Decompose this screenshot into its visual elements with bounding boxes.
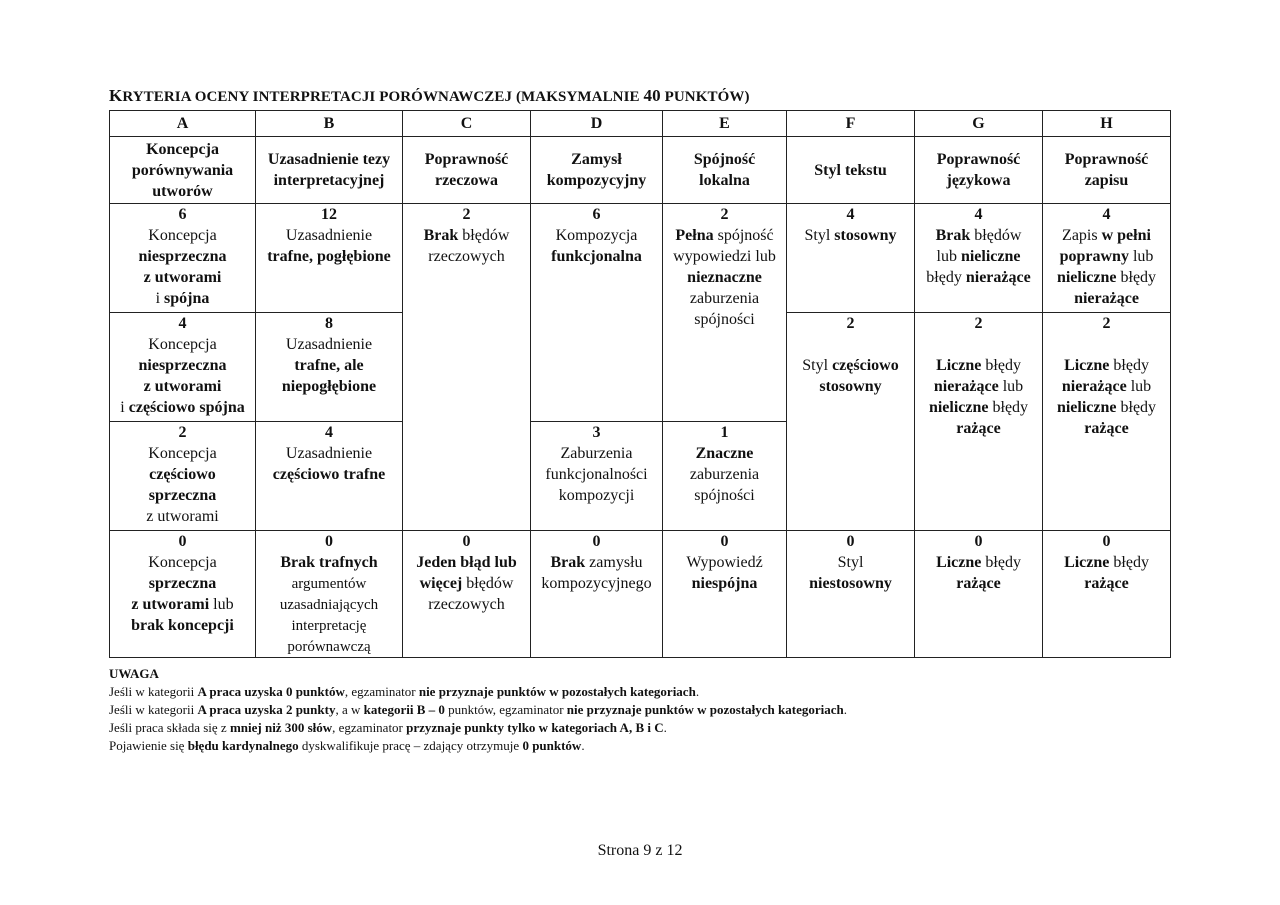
- note-3: Jeśli praca składa się z mniej niż 300 słów, egzaminator przyznaje punkty tylko w kategoriach A, B i C.: [109, 720, 667, 735]
- cell-a-4: 4 Koncepcja niesprzeczna z utworami i częściowo spójna: [110, 313, 256, 422]
- notes-heading: UWAGA: [109, 666, 159, 681]
- cell-f-0: 0 Styl niestosowny: [787, 531, 915, 658]
- note-1: Jeśli w kategorii A praca uzyska 0 punktów, egzaminator nie przyznaje punktów w pozostałych kategoriach.: [109, 684, 700, 699]
- cell-a-0: 0 Koncepcja sprzeczna z utworami lub brak koncepcji: [110, 531, 256, 658]
- cell-e-1: 1 Znaczne zaburzenia spójności: [663, 422, 787, 531]
- page-number: Strona 9 z 12: [597, 842, 683, 859]
- header-g: Poprawność językowa: [915, 137, 1043, 204]
- cell-a-2: 2 Koncepcja częściowo sprzeczna z utworami: [110, 422, 256, 531]
- criteria-table: [109, 110, 1171, 658]
- cell-e-0: 0 Wypowiedź niespójna: [663, 531, 787, 658]
- col-letter-b: B: [256, 111, 403, 137]
- cell-c-0: 0 Jeden błąd lub więcej błędów rzeczowych: [403, 531, 531, 658]
- cell-g-2: 2 Liczne błędy nierażące lub nieliczne błędy rażące: [915, 313, 1043, 531]
- notes-section: [109, 665, 847, 755]
- col-letter-h: H: [1043, 111, 1171, 137]
- cell-b-12: 12 Uzasadnienie trafne, pogłębione: [256, 204, 403, 313]
- col-letter-c: C: [403, 111, 531, 137]
- col-letter-d: D: [531, 111, 663, 137]
- col-letter-g: G: [915, 111, 1043, 137]
- page-title: KRYTERIA OCENY INTERPRETACJI PORÓWNAWCZEJ (MAKSYMALNIE 40 PUNKTÓW): [109, 86, 750, 105]
- header-f: Styl tekstu: [787, 137, 915, 204]
- cell-b-8: 8 Uzasadnienie trafne, ale niepogłębione: [256, 313, 403, 422]
- cell-d-3: 3 Zaburzenia funkcjonalności kompozycji: [531, 422, 663, 531]
- cell-c-2: 2 Brak błędów rzeczowych: [403, 204, 531, 531]
- cell-d-0: 0 Brak zamysłu kompozycyjnego: [531, 531, 663, 658]
- cell-e-2: 2 Pełna spójność wypowiedzi lub nieznaczne zaburzenia spójności: [663, 204, 787, 422]
- cell-f-4: 4 Styl stosowny: [787, 204, 915, 313]
- cell-f-2: 2 Styl częściowo stosowny: [787, 313, 915, 531]
- col-letter-e: E: [663, 111, 787, 137]
- cell-h-4: 4 Zapis w pełni poprawny lub nieliczne błędy nierażące: [1043, 204, 1171, 313]
- note-2: Jeśli w kategorii A praca uzyska 2 punkty, a w kategorii B – 0 punktów, egzaminator nie przyznaje punktów w pozostałych kategoriach.: [109, 702, 847, 717]
- cell-a-6: 6 Koncepcja niesprzeczna z utworami i spójna: [110, 204, 256, 313]
- cell-h-0: 0 Liczne błędy rażące: [1043, 531, 1171, 658]
- cell-d-6: 6 Kompozycja funkcjonalna: [531, 204, 663, 422]
- cell-g-0: 0 Liczne błędy rażące: [915, 531, 1043, 658]
- header-a: Koncepcja porównywania utworów: [110, 137, 256, 204]
- header-h: Poprawność zapisu: [1043, 137, 1171, 204]
- header-c: Poprawność rzeczowa: [403, 137, 531, 204]
- cell-g-4: 4 Brak błędów lub nieliczne błędy nierażące: [915, 204, 1043, 313]
- cell-b-0: 0 Brak trafnych argumentów uzasadniających interpretację porównawczą: [256, 531, 403, 658]
- header-d: Zamysł kompozycyjny: [531, 137, 663, 204]
- col-letter-f: F: [787, 111, 915, 137]
- note-4: Pojawienie się błędu kardynalnego dyskwalifikuje pracę – zdający otrzymuje 0 punktów.: [109, 738, 585, 753]
- header-b: Uzasadnienie tezy interpretacyjnej: [256, 137, 403, 204]
- cell-b-4: 4 Uzasadnienie częściowo trafne: [256, 422, 403, 531]
- header-e: Spójność lokalna: [663, 137, 787, 204]
- col-letter-a: A: [110, 111, 256, 137]
- cell-h-2: 2 Liczne błędy nierażące lub nieliczne błędy rażące: [1043, 313, 1171, 531]
